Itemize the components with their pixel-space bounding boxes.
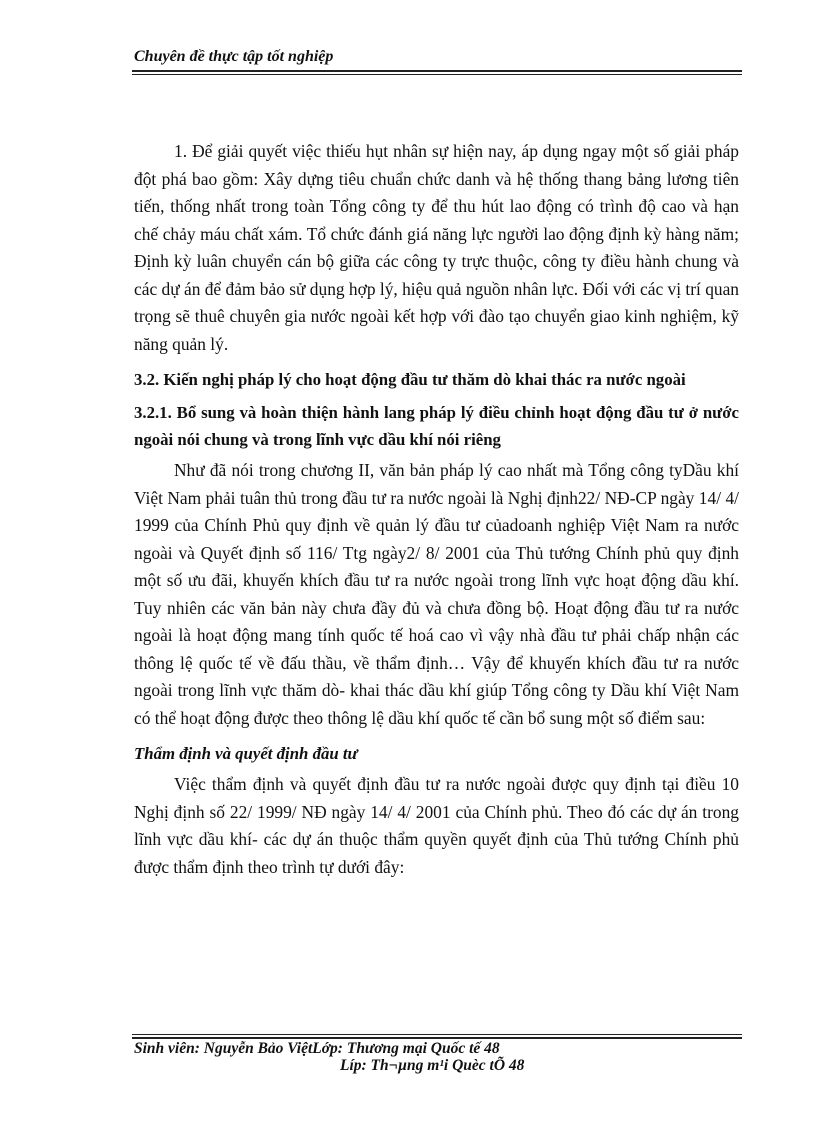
section-heading-3-2-1: 3.2.1. Bổ sung và hoàn thiện hành lang pháp lý điều chỉnh hoạt động đầu tư ở nước ngoài nói chung và trong lĩnh vực dầu khí nói riêng (134, 403, 739, 449)
footer-student-line: Sinh viên: Nguyễn Bảo ViệtLớp: Thương mại Quốc tế 48 (134, 1040, 500, 1057)
paragraph-appraisal: Việc thẩm định và quyết định đầu tư ra nước ngoài được quy định tại điều 10 Nghị định số 22/ 1999/ NĐ ngày 14/ 4/ 2001 của Chính phủ. Theo đó các dự án trong lĩnh vực dầu khí- các dự án thuộc thẩm quyền quyết định của Thủ tướng Chính phủ được thẩm định theo trình tự dưới đây: (134, 774, 739, 877)
document-body (134, 138, 739, 881)
header-title: Chuyên đề thực tập tốt nghiệp (134, 48, 334, 65)
section-heading-3-2: 3.2. Kiến nghị pháp lý cho hoạt động đầu tư thăm dò khai thác ra nước ngoài (134, 370, 686, 389)
paragraph-solutions: 1. Để giải quyết việc thiếu hụt nhân sự hiện nay, áp dụng ngay một số giải pháp đột phá bao gồm: Xây dựng tiêu chuẩn chức danh và hệ thống thang bảng lương tiên tiến, thống nhất trong toàn Tổng công ty để thu hút lao động có trình độ cao và hạn chế chảy máu chất xám. Tổ chức đánh giá năng lực người lao động định kỳ hàng năm; Định kỳ luân chuyển cán bộ giữa các công ty trực thuộc, công ty điều hành chung và các dự án để đảm bảo sử dụng hợp lý, hiệu quả nguồn nhân lực. Đối với các vị trí quan trọng sẽ thuê chuyên gia nước ngoài kết hợp với đào tạo chuyển giao kinh nghiệm, kỹ năng quản lý. (134, 141, 739, 354)
subheading-appraisal: Thẩm định và quyết định đầu tư (134, 744, 358, 763)
footer-divider (132, 1034, 742, 1039)
footer-class-line: Líp: Th¬µng m¹i Quèc tÕ 48 (340, 1057, 525, 1074)
header-divider (132, 70, 742, 75)
paragraph-legal-framework: Như đã nói trong chương II, văn bản pháp lý cao nhất mà Tổng công tyDầu khí Việt Nam phải tuân thủ trong đầu tư ra nước ngoài là Nghị định22/ NĐ-CP ngày 14/ 4/ 1999 của Chính Phủ quy định về quản lý đầu tư củadoanh nghiệp Việt Nam ra nước ngoài và Quyết định số 116/ Ttg ngày2/ 8/ 2001 của Thủ tướng Chính phủ quy định một số ưu đãi, khuyến khích đầu tư ra nước ngoài trong lĩnh vực hoạt động dầu khí. Tuy nhiên các văn bản này chưa đầy đủ và chưa đồng bộ. Hoạt động đầu tư ra nước ngoài là hoạt động mang tính quốc tế hoá cao vì vậy nhà đầu tư phải chấp nhận các thông lệ quốc tế về đấu thầu, về thẩm định… Vậy để khuyến khích đầu tư ra nước ngoài trong lĩnh vực thăm dò- khai thác dầu khí giúp Tổng công ty Dầu khí Việt Nam có thể hoạt động được theo thông lệ dầu khí quốc tế cần bổ sung một số điểm sau: (134, 460, 739, 728)
